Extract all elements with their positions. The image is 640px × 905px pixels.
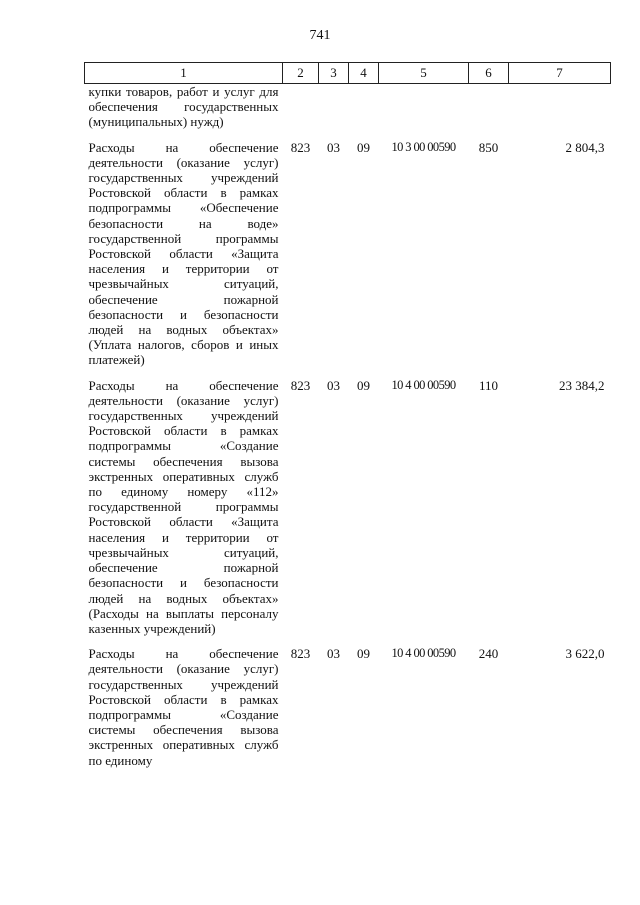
row-subsection bbox=[349, 84, 379, 140]
row-description: Расходы на обеспечение деятельности (оказание услуг) государственных учреждений Ростовской области в рамках подпрограммы «Обеспечение безопасности на воде» государственной программы Ростовской области «Защита населения и территории от чрезвычайных ситуаций, обеспечение пожарной безопасности и безопасности людей на водных объектах» (Уплата налогов, сборов и иных платежей) bbox=[88, 139, 279, 368]
row-amount bbox=[509, 84, 611, 140]
header-col-4: 4 bbox=[349, 63, 379, 84]
row-target-article bbox=[379, 84, 469, 140]
page-number: 741 bbox=[309, 28, 331, 43]
header-col-3: 3 bbox=[319, 63, 349, 84]
row-ministry-code: 823 bbox=[290, 646, 311, 662]
header-row bbox=[85, 63, 611, 84]
table-header bbox=[85, 63, 611, 84]
row-expense-type: 110 bbox=[478, 377, 499, 393]
row-subsection: 09 bbox=[357, 377, 370, 393]
row-amount: 3 622,0 bbox=[565, 646, 605, 662]
header-col-7: 7 bbox=[509, 63, 611, 84]
row-expense-type bbox=[469, 84, 509, 140]
row-description: Расходы на обеспечение деятельности (оказание услуг) государственных учреждений Ростовской области в рамках подпрограммы «Создание системы обеспечения вызова экстренных оперативных служб по единому bbox=[88, 646, 279, 768]
row-amount: 2 804,3 bbox=[565, 139, 605, 155]
row-subsection: 09 bbox=[357, 646, 370, 662]
row-expense-type: 240 bbox=[478, 646, 499, 662]
row-expense-type: 850 bbox=[478, 139, 499, 155]
row-description: купки товаров, работ и услуг для обеспечения государственных (муниципальных) нужд) bbox=[88, 84, 279, 130]
row-section bbox=[319, 84, 349, 140]
row-target-article: 10 4 00 00590 bbox=[391, 646, 456, 661]
budget-table bbox=[84, 62, 611, 778]
row-section: 03 bbox=[327, 139, 340, 155]
row-ministry-code: 823 bbox=[290, 139, 311, 155]
row-description: Расходы на обеспечение деятельности (оказание услуг) государственных учреждений Ростовской области в рамках подпрограммы «Создание системы обеспечения вызова экстренных оперативных служб по единому номеру «112» государственной программы Ростовской области «Защита населения и территории от чрезвычайных ситуаций, обеспечение пожарной безопасности и безопасности людей на водных объектах» (Расходы на выплаты персоналу казенных учреждений) bbox=[88, 377, 279, 636]
table-row bbox=[85, 140, 611, 378]
header-col-1: 1 bbox=[85, 63, 283, 84]
table-row bbox=[85, 646, 611, 778]
header-col-6: 6 bbox=[469, 63, 509, 84]
row-target-article: 10 3 00 00590 bbox=[391, 139, 456, 154]
table-body bbox=[85, 84, 611, 778]
table-row bbox=[85, 378, 611, 646]
row-amount: 23 384,2 bbox=[559, 377, 605, 393]
header-col-5: 5 bbox=[379, 63, 469, 84]
row-subsection: 09 bbox=[357, 139, 370, 155]
row-section: 03 bbox=[327, 377, 340, 393]
row-ministry-code: 823 bbox=[290, 377, 311, 393]
row-ministry-code bbox=[283, 84, 319, 140]
row-section: 03 bbox=[327, 646, 340, 662]
table-row bbox=[85, 84, 611, 140]
header-col-2: 2 bbox=[283, 63, 319, 84]
row-target-article: 10 4 00 00590 bbox=[391, 377, 456, 392]
